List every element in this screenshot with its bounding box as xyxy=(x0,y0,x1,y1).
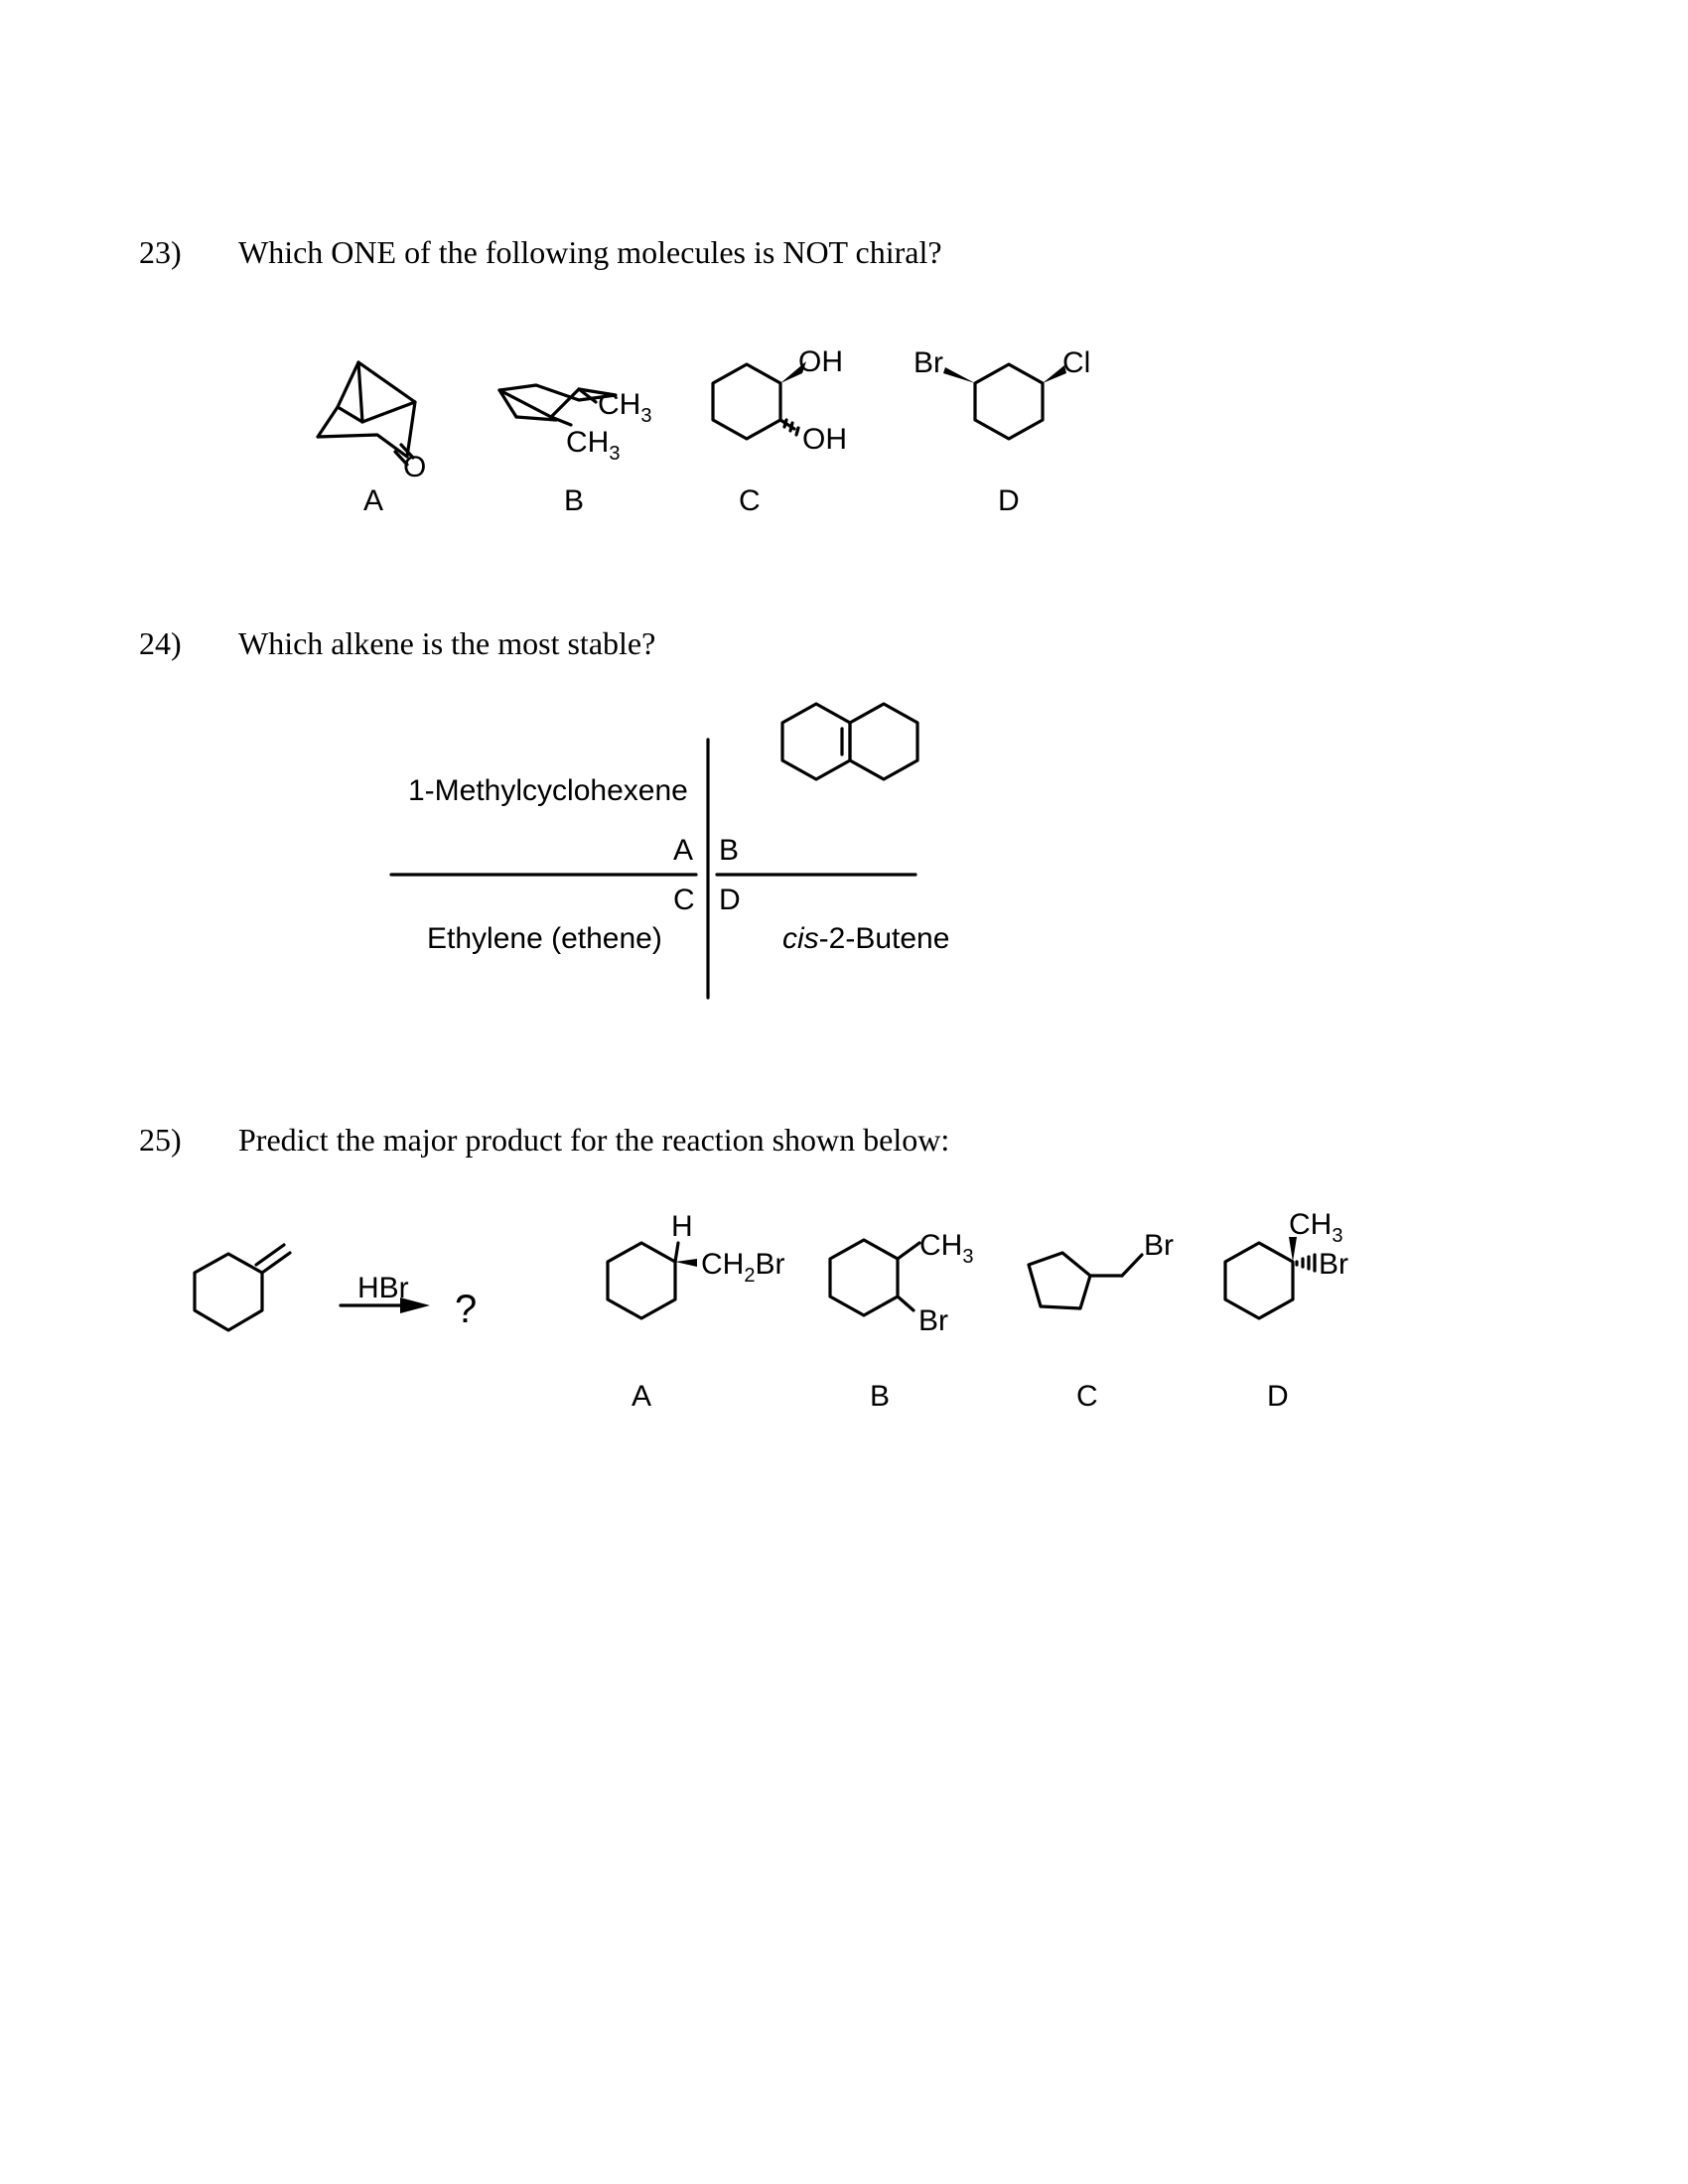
q24-letter-c: C xyxy=(673,884,695,916)
q25-option-a-label: A xyxy=(632,1380,652,1413)
q24-answer-a: 1-Methylcyclohexene xyxy=(408,774,688,807)
q23-option-a-label: A xyxy=(363,484,384,517)
q25-structure-b xyxy=(830,1229,973,1413)
q23-option-b-label: B xyxy=(564,484,585,517)
q25-b-br: Br xyxy=(918,1304,948,1337)
q25-structure-d xyxy=(1225,1208,1348,1413)
q23-a-oxygen: O xyxy=(403,451,427,483)
q25-structure-c xyxy=(1029,1229,1174,1413)
q24-letter-a: A xyxy=(673,834,694,867)
q24-letter-b: B xyxy=(719,834,740,867)
question-25-text: Predict the major product for the reaction shown below: xyxy=(238,1122,950,1158)
q25-unknown: ? xyxy=(455,1288,478,1331)
q25-reagent: HBr xyxy=(357,1272,409,1304)
question-23-text: Which ONE of the following molecules is NOT chiral? xyxy=(238,234,942,270)
q23-c-oh-lower: OH xyxy=(802,423,847,456)
q25-d-ch3: $CH_3$ xyxy=(1289,1208,1343,1247)
q24-letter-d: D xyxy=(719,884,741,916)
q23-b-ch3-lower: $CH_3$ xyxy=(566,426,621,465)
q23-d-cl: Cl xyxy=(1062,346,1091,379)
q25-d-br: Br xyxy=(1319,1248,1348,1281)
q23-structure-c xyxy=(713,345,847,517)
q25-reaction-arrow xyxy=(341,1272,477,1331)
q23-option-c-label: C xyxy=(739,484,761,517)
q23-c-oh-upper: OH xyxy=(798,345,843,378)
q25-c-br: Br xyxy=(1144,1229,1174,1262)
q25-a-ch2br: $CH_2Br$ xyxy=(701,1248,785,1287)
q25-starting-material xyxy=(195,1245,290,1330)
question-23-number: 23) xyxy=(139,234,182,270)
q23-structure-b xyxy=(499,385,651,517)
question-24-number: 24) xyxy=(139,625,182,661)
q23-b-ch3-upper: $CH_3$ xyxy=(598,388,652,427)
q23-option-d-label: D xyxy=(998,484,1020,517)
q25-a-h: H xyxy=(671,1210,693,1243)
q25-b-ch3: $CH_3$ xyxy=(919,1229,974,1268)
q23-structure-d xyxy=(914,346,1090,517)
q24-answer-c: Ethylene (ethene) xyxy=(427,922,662,955)
question-24-text: Which alkene is the most stable? xyxy=(238,625,656,661)
q23-structure-a xyxy=(318,362,426,517)
q23-d-br: Br xyxy=(914,346,943,379)
q24-structure-b xyxy=(782,704,917,779)
q25-option-b-label: B xyxy=(870,1380,891,1413)
q24-answer-d: cis-2-Butene xyxy=(782,922,950,955)
q25-option-c-label: C xyxy=(1076,1380,1098,1413)
q25-structure-a xyxy=(608,1210,784,1413)
question-25-number: 25) xyxy=(139,1122,182,1158)
q25-option-d-label: D xyxy=(1267,1380,1289,1413)
